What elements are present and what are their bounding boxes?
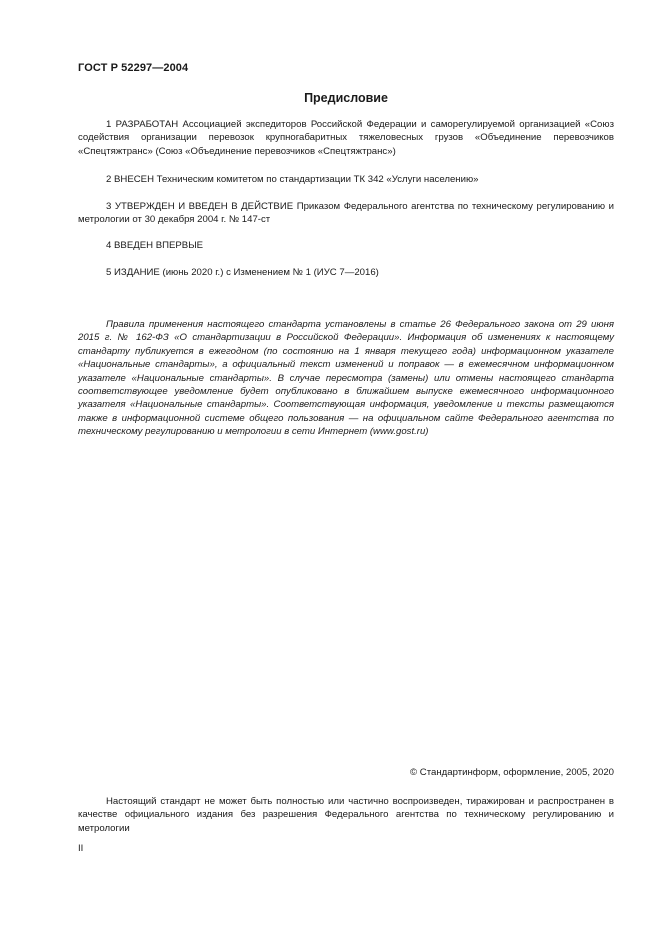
item-text: Приказом Федерального агентства по техническому регулированию и метрологии от 30 декабря 2004 г. № 147-ст [78,201,614,226]
item-label: ВНЕСЕН [114,174,154,185]
preface-item-5 [78,266,614,279]
item-text: (июнь 2020 г.) с Изменением № 1 (ИУС 7—2016) [162,267,379,278]
copyright-line: © Стандартинформ, оформление, 2005, 2020 [410,767,614,778]
page-title: Предисловие [304,91,388,105]
preface-item-3 [78,200,614,227]
item-text: Техническим комитетом по стандартизации ТК 342 «Услуги населению» [156,174,479,185]
item-number: 4 [106,240,112,251]
item-label: ВВЕДЕН ВПЕРВЫЕ [114,240,204,251]
item-text: Ассоциацией экспедиторов Российской Федерации и саморегулируемой организацией «Союз содействия организации перевозок крупногабаритных тяжеловесных грузов «Объединение перевозчиков «Спецтяжтранс» (Союз «Объединение перевозчиков «Спецтяжтранс») [78,119,614,157]
preface-item-4 [78,239,614,252]
item-label: ИЗДАНИЕ [114,267,160,278]
item-label: УТВЕРЖДЕН И ВВЕДЕН В ДЕЙСТВИЕ [114,201,294,212]
item-number: 5 [106,267,112,278]
standard-code: ГОСТ Р 52297—2004 [78,62,189,74]
application-rules-note: Правила применения настоящего стандарта установлены в статье 26 Федерального закона от 29 июня 2015 г. № 162-ФЗ «О стандартизации в Российской Федерации». Информация об изменениях к настоящему стандарту публикуется в ежегодном (по состоянию на 1 января текущего года) информационном указателе «Национальные стандарты», а официальный текст изменений и поправок — в ежемесячном информационном указателе «Национальные стандарты». В случае пересмотра (замены) или отмены настоящего стандарта соответствующее уведомление будет опубликовано в ближайшем выпуске ежемесячного информационного указателя «Национальные стандарты». Соответствующая информация, уведомление и тексты размещаются также в информационной системе общего пользования — на официальном сайте Федерального агентства по техническому регулированию и метрологии в сети Интернет (www.gost.ru) [78,319,614,438]
preface-item-1 [78,118,614,158]
item-number: 2 [106,174,112,185]
preface-item-2 [78,173,614,186]
item-number: 3 [106,201,112,212]
item-number: 1 [106,119,112,130]
reproduction-notice: Настоящий стандарт не может быть полностью или частично воспроизведен, тиражирован и распространен в качестве официального издания без разрешения Федерального агентства по техническому регулированию и метрологии [78,796,614,834]
item-label: РАЗРАБОТАН [115,119,179,130]
page-number: II [78,843,84,854]
